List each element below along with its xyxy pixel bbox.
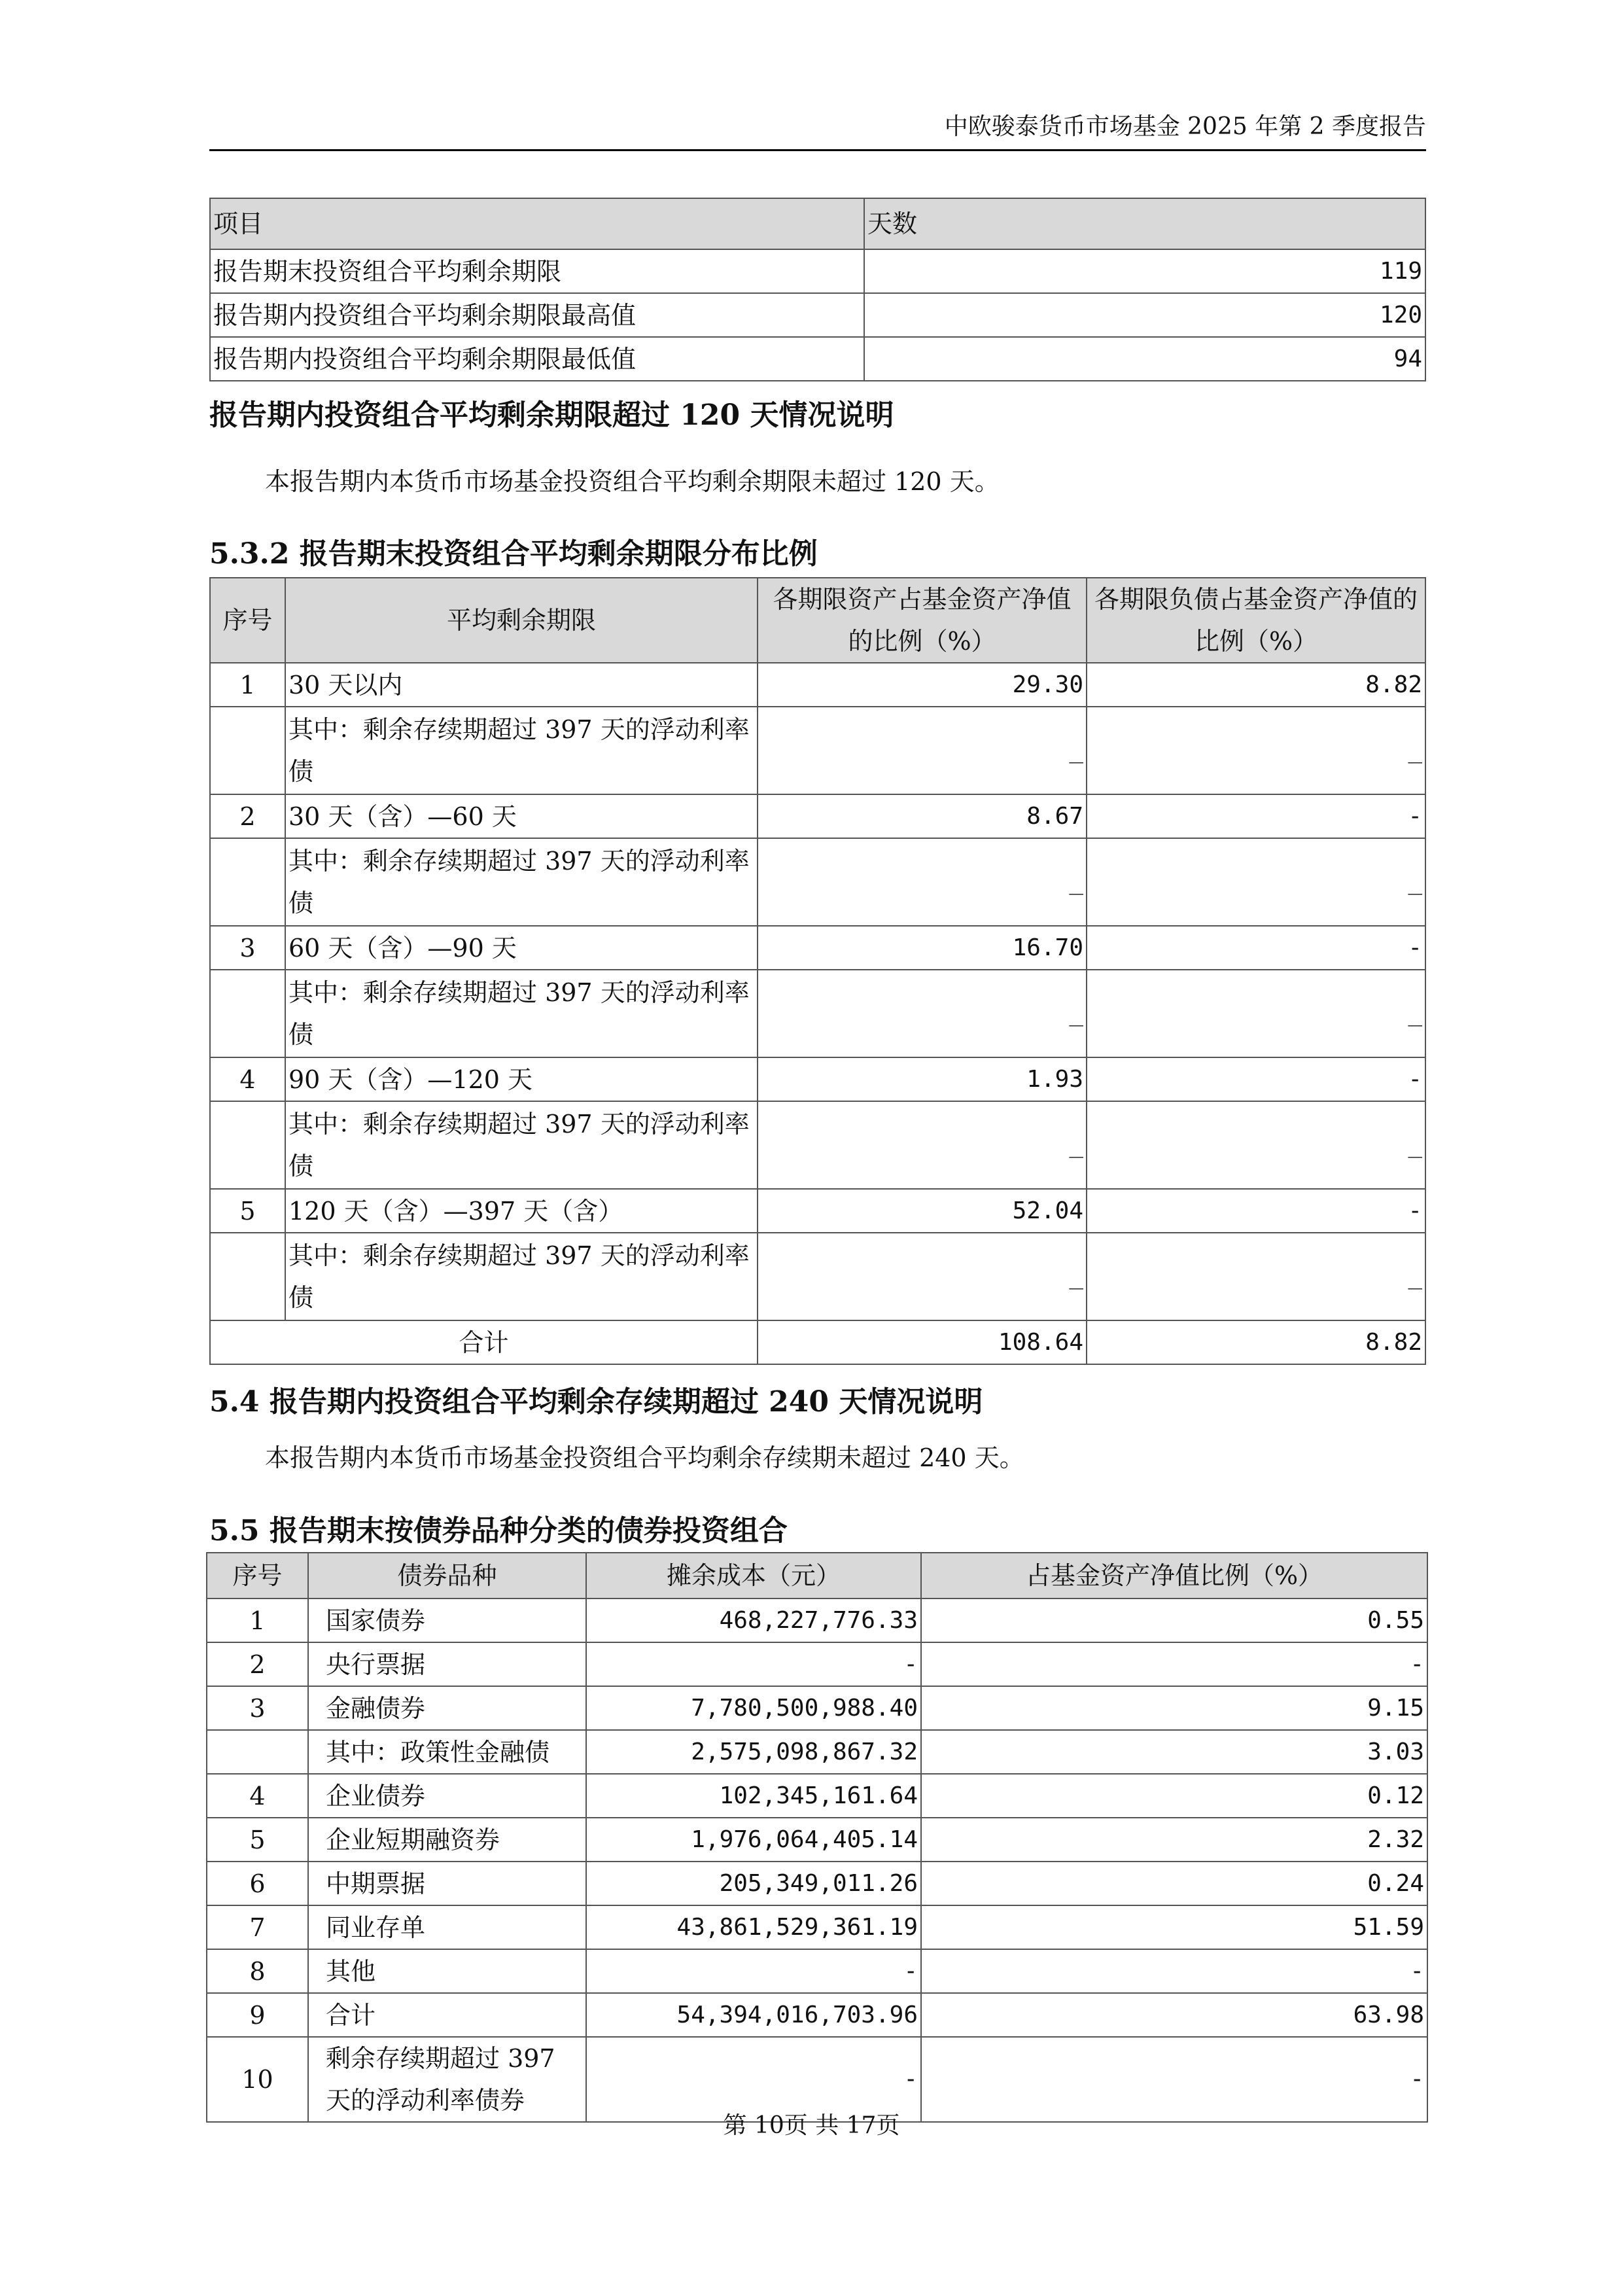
table-row-pct: -	[921, 2037, 1427, 2122]
table-row-no: 9	[207, 1993, 308, 2037]
col-header-pct: 占基金资产净值比例（%）	[921, 1553, 1427, 1598]
col-header-no: 序号	[207, 1553, 308, 1598]
table-row-cost: 1,976,064,405.14	[586, 1818, 921, 1862]
distribution-table	[209, 577, 1426, 1365]
table-row-label: 120 天（含）—397 天（含）	[285, 1189, 758, 1233]
table-row-label: 30 天（含）—60 天	[285, 794, 758, 838]
table-row-liab: -	[1087, 1057, 1425, 1101]
table-row-no: 10	[207, 2037, 308, 2122]
table-row-label: 其中：剩余存续期超过 397 天的浮动利率债	[285, 838, 758, 926]
table-row-kind: 同业存单	[308, 1905, 586, 1949]
table-row-liab: _	[1087, 1101, 1425, 1189]
table-row-kind: 企业债券	[308, 1774, 586, 1818]
table-row-no	[210, 838, 285, 926]
table-row-value: 94	[864, 337, 1425, 381]
table-row-no: 2	[210, 794, 285, 838]
table-row-pct: 63.98	[921, 1993, 1427, 2037]
table-row-no	[207, 1730, 308, 1774]
table-row-kind: 其他	[308, 1949, 586, 1993]
col-header-no: 序号	[210, 578, 285, 663]
table-row-no	[210, 1233, 285, 1320]
table-row-cost: 102,345,161.64	[586, 1774, 921, 1818]
table-row-label: 其中：剩余存续期超过 397 天的浮动利率债	[285, 1101, 758, 1189]
table-row-pct: 2.32	[921, 1818, 1427, 1862]
table-row-pct: 3.03	[921, 1730, 1427, 1774]
table-row-cost: 205,349,011.26	[586, 1862, 921, 1905]
table-row-asset: _	[758, 1101, 1087, 1189]
table-row-asset: 1.93	[758, 1057, 1087, 1101]
table-row-cost: 468,227,776.33	[586, 1598, 921, 1642]
table-row-liab: _	[1087, 838, 1425, 926]
table-row-no: 7	[207, 1905, 308, 1949]
table-row-no: 4	[207, 1774, 308, 1818]
table-row-pct: -	[921, 1949, 1427, 1993]
table-row-kind: 国家债券	[308, 1598, 586, 1642]
table-row-cost: -	[586, 1949, 921, 1993]
table-row-no: 2	[207, 1642, 308, 1686]
table-row-kind: 合计	[308, 1993, 586, 2037]
table-row-label: 30 天以内	[285, 663, 758, 707]
table-row-no: 6	[207, 1862, 308, 1905]
table-row-no: 5	[210, 1189, 285, 1233]
table-row-pct: -	[921, 1642, 1427, 1686]
period-table	[209, 198, 1426, 381]
col-header-cost: 摊余成本（元）	[586, 1553, 921, 1598]
table-row-cost: 54,394,016,703.96	[586, 1993, 921, 2037]
table-row-kind: 其中：政策性金融债	[308, 1730, 586, 1774]
table-row-pct: 0.12	[921, 1774, 1427, 1818]
section-title-54: 5.4 报告期内投资组合平均剩余存续期超过 240 天情况说明	[209, 1385, 983, 1419]
col-header-liab: 各期限负债占基金资产净值的比例（%）	[1087, 578, 1425, 663]
table-row-liab: _	[1087, 1233, 1425, 1320]
table-row-kind: 企业短期融资券	[308, 1818, 586, 1862]
table-row-no: 3	[207, 1686, 308, 1730]
table-row-asset: 29.30	[758, 663, 1087, 707]
table-row-asset: _	[758, 970, 1087, 1057]
table-row-label: 报告期内投资组合平均剩余期限最低值	[210, 337, 864, 381]
table-row-pct: 51.59	[921, 1905, 1427, 1949]
table-row-pct: 9.15	[921, 1686, 1427, 1730]
table-total-asset: 108.64	[758, 1320, 1087, 1364]
table-total-liab: 8.82	[1087, 1320, 1425, 1364]
table-row-liab: -	[1087, 794, 1425, 838]
table-row-no: 3	[210, 926, 285, 970]
table-row-pct: 0.55	[921, 1598, 1427, 1642]
section-text-over120: 本报告期内本货币市场基金投资组合平均剩余期限未超过 120 天。	[265, 467, 1000, 496]
section-title-55: 5.5 报告期末按债券品种分类的债券投资组合	[209, 1514, 788, 1547]
table-row-label: 60 天（含）—90 天	[285, 926, 758, 970]
table-row-value: 120	[864, 293, 1425, 337]
table-row-label: 报告期末投资组合平均剩余期限	[210, 249, 864, 293]
table-row-cost: -	[586, 1642, 921, 1686]
col-header-term: 平均剩余期限	[285, 578, 758, 663]
col-header-asset: 各期限资产占基金资产净值的比例（%）	[758, 578, 1087, 663]
table-row-no: 1	[207, 1598, 308, 1642]
table-row-label: 90 天（含）—120 天	[285, 1057, 758, 1101]
table-row-label: 其中：剩余存续期超过 397 天的浮动利率债	[285, 707, 758, 794]
table-row-cost: 2,575,098,867.32	[586, 1730, 921, 1774]
table-row-asset: 52.04	[758, 1189, 1087, 1233]
table-row-asset: 16.70	[758, 926, 1087, 970]
table-row-label: 其中：剩余存续期超过 397 天的浮动利率债	[285, 970, 758, 1057]
table-row-label: 报告期内投资组合平均剩余期限最高值	[210, 293, 864, 337]
table-row-cost: 7,780,500,988.40	[586, 1686, 921, 1730]
table-row-liab: -	[1087, 1189, 1425, 1233]
table-row-no: 5	[207, 1818, 308, 1862]
table-total-label: 合计	[210, 1320, 758, 1364]
col-header-item: 项目	[210, 198, 864, 249]
section-title-532: 5.3.2 报告期末投资组合平均剩余期限分布比例	[209, 537, 818, 571]
page-number: 第 10页 共 17页	[723, 2112, 900, 2139]
table-row-kind: 央行票据	[308, 1642, 586, 1686]
table-row-no: 8	[207, 1949, 308, 1993]
col-header-days: 天数	[864, 198, 1425, 249]
table-row-no: 1	[210, 663, 285, 707]
table-row-asset: 8.67	[758, 794, 1087, 838]
table-row-cost: 43,861,529,361.19	[586, 1905, 921, 1949]
table-row-no	[210, 707, 285, 794]
table-row-value: 119	[864, 249, 1425, 293]
page-header: 中欧骏泰货币市场基金 2025 年第 2 季度报告	[944, 113, 1426, 140]
table-row-asset: _	[758, 707, 1087, 794]
table-row-asset: _	[758, 838, 1087, 926]
table-row-kind: 金融债券	[308, 1686, 586, 1730]
table-row-liab: _	[1087, 707, 1425, 794]
section-title-over120: 报告期内投资组合平均剩余期限超过 120 天情况说明	[209, 398, 894, 432]
table-row-pct: 0.24	[921, 1862, 1427, 1905]
table-row-no: 4	[210, 1057, 285, 1101]
col-header-kind: 债券品种	[308, 1553, 586, 1598]
bond-table	[206, 1552, 1428, 2123]
table-row-liab: 8.82	[1087, 663, 1425, 707]
table-row-liab: -	[1087, 926, 1425, 970]
table-row-asset: _	[758, 1233, 1087, 1320]
table-row-cost: -	[586, 2037, 921, 2122]
section-text-54: 本报告期内本货币市场基金投资组合平均剩余存续期未超过 240 天。	[265, 1443, 1024, 1472]
header-divider	[209, 149, 1426, 151]
table-row-kind: 中期票据	[308, 1862, 586, 1905]
table-row-label: 其中：剩余存续期超过 397 天的浮动利率债	[285, 1233, 758, 1320]
table-row-no	[210, 1101, 285, 1189]
table-row-liab: _	[1087, 970, 1425, 1057]
table-row-kind: 剩余存续期超过 397 天的浮动利率债券	[308, 2037, 586, 2122]
table-row-no	[210, 970, 285, 1057]
